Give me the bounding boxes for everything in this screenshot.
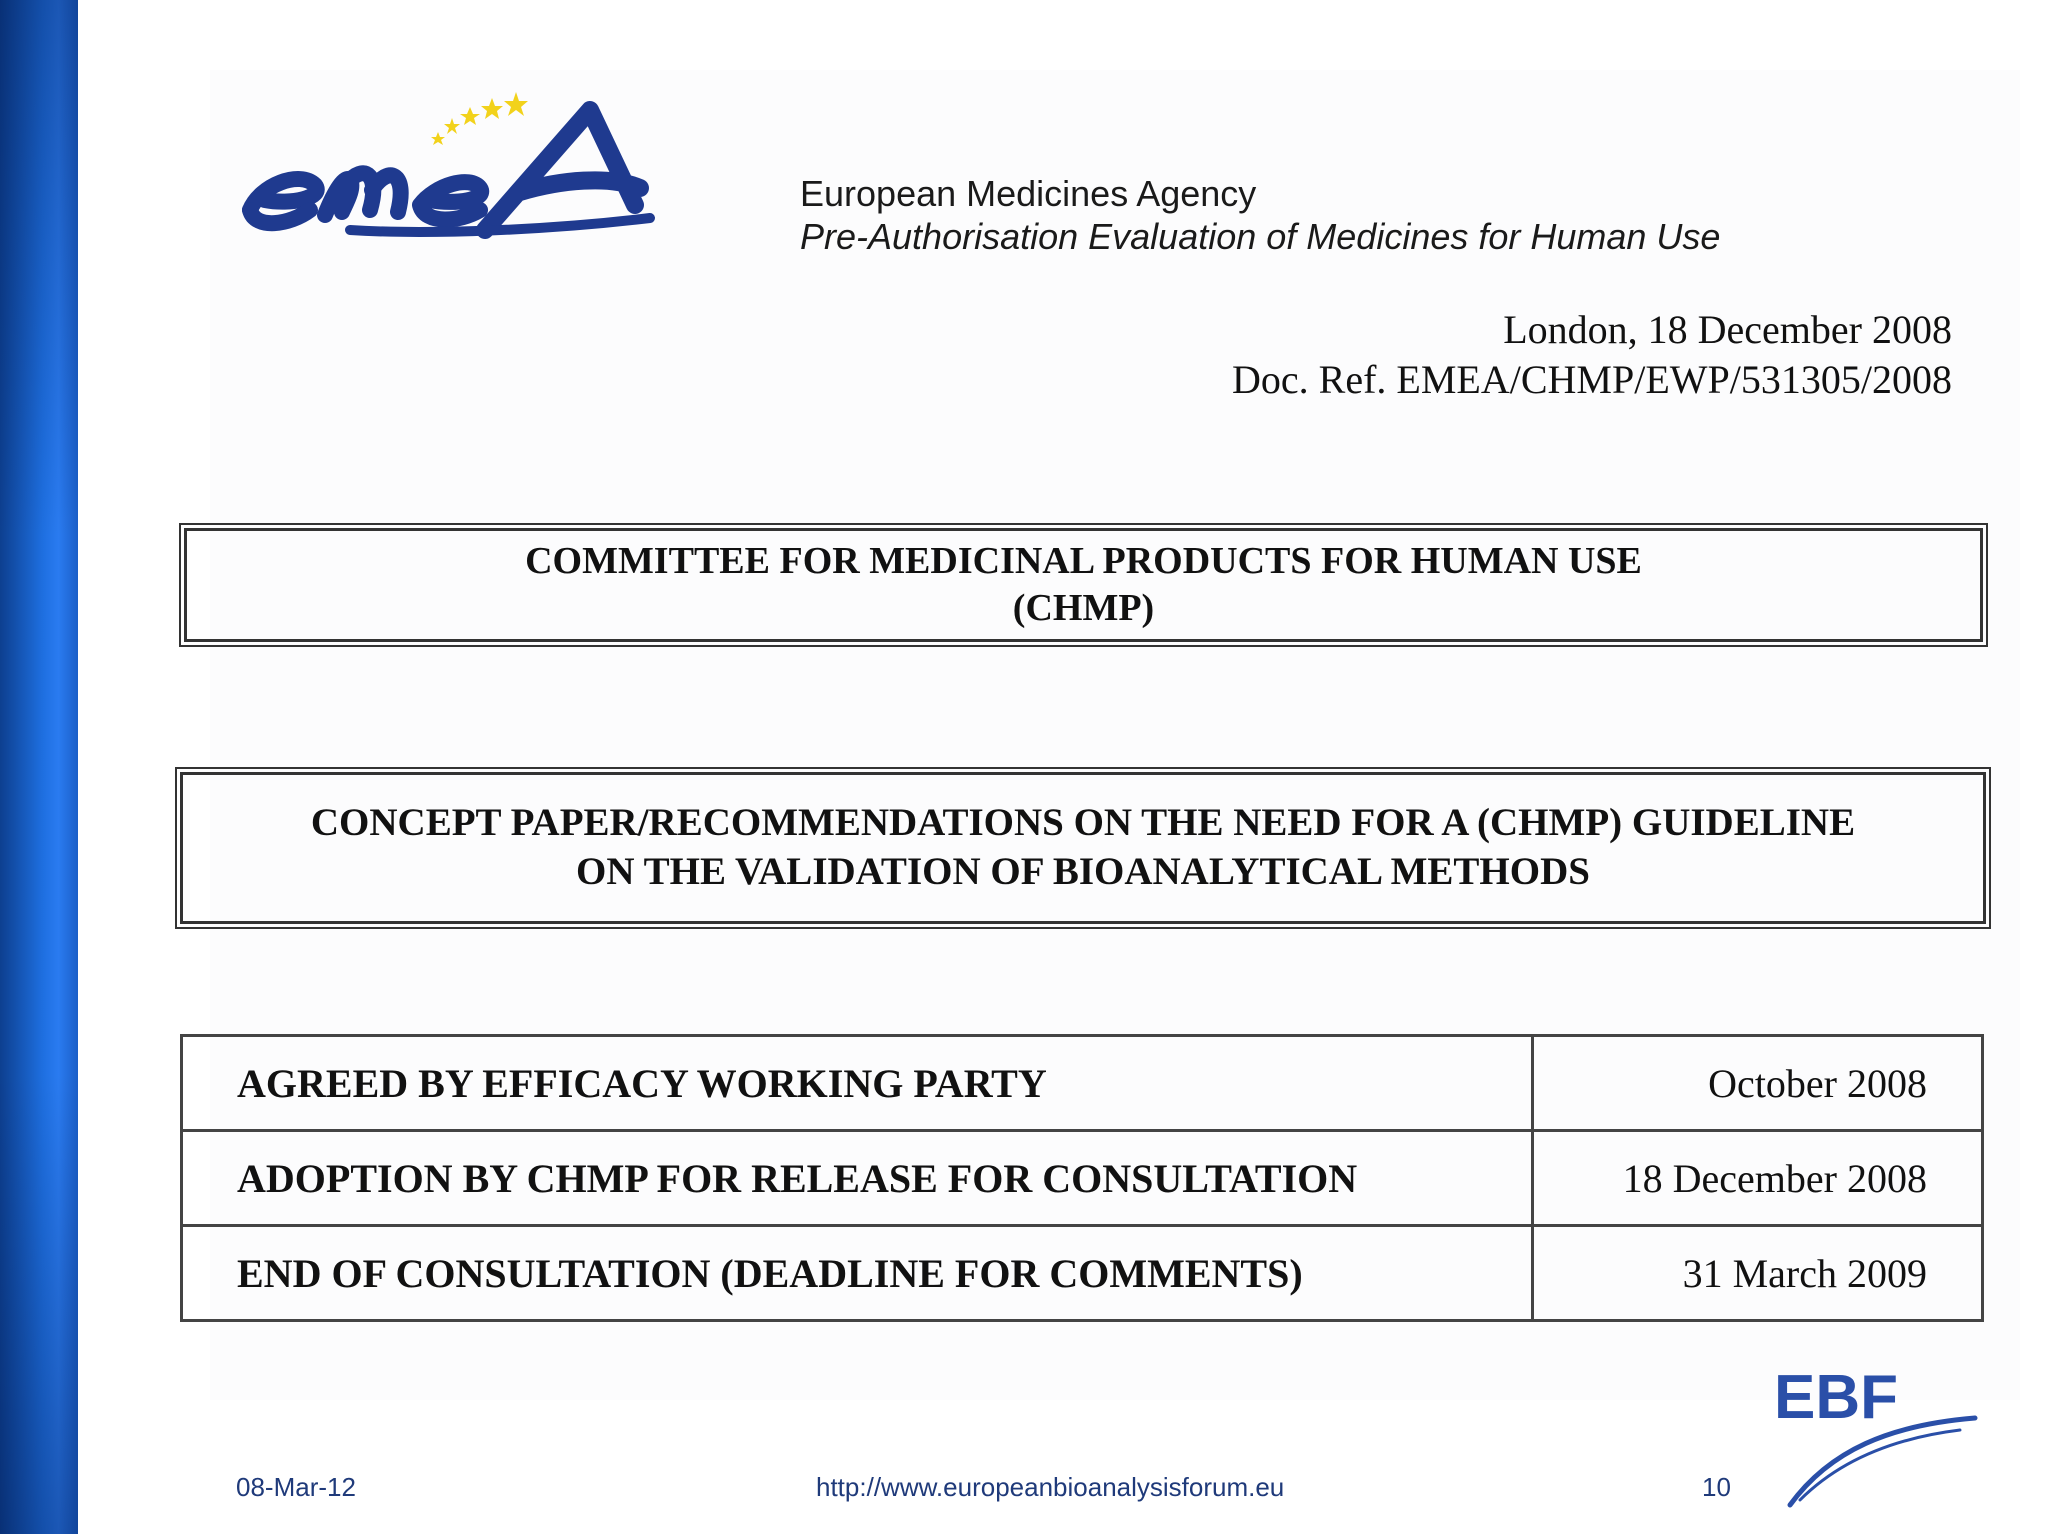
document-meta xyxy=(1232,305,1952,405)
title-line-2: ON THE VALIDATION OF BIOANALYTICAL METHODS xyxy=(576,850,1590,893)
schedule-label: AGREED BY EFFICACY WORKING PARTY xyxy=(182,1036,1533,1131)
committee-line-1: COMMITTEE FOR MEDICINAL PRODUCTS FOR HUMAN USE xyxy=(525,539,1642,582)
star-icon xyxy=(504,92,528,116)
schedule-value: 31 March 2009 xyxy=(1533,1226,1983,1321)
star-icon xyxy=(460,107,480,125)
table-row xyxy=(182,1036,1983,1131)
title-box xyxy=(180,772,1986,924)
table-row xyxy=(182,1226,1983,1321)
schedule-label: END OF CONSULTATION (DEADLINE FOR COMMENTS) xyxy=(182,1226,1533,1321)
star-icon xyxy=(481,98,503,119)
footer-date: 08-Mar-12 xyxy=(236,1472,356,1502)
agency-name: European Medicines Agency xyxy=(800,173,1257,214)
star-icon xyxy=(431,132,445,145)
schedule-table xyxy=(180,1034,1984,1322)
ebf-logo xyxy=(1760,1360,1980,1510)
ebf-logo-text: EBF xyxy=(1774,1363,1898,1432)
emea-logo xyxy=(230,80,770,250)
committee-line-2: (CHMP) xyxy=(1012,587,1155,629)
title-line-1: CONCEPT PAPER/RECOMMENDATIONS ON THE NEED FOR A (CHMP) GUIDELINE xyxy=(310,801,1856,845)
slide-side-bar xyxy=(0,0,78,1534)
doc-reference: Doc. Ref. EMEA/CHMP/EWP/531305/2008 xyxy=(1232,357,1952,402)
ebf-swoosh xyxy=(1800,1430,1960,1500)
schedule-value: 18 December 2008 xyxy=(1533,1131,1983,1226)
schedule-value: October 2008 xyxy=(1533,1036,1983,1131)
star-icon xyxy=(444,118,460,134)
agency-header xyxy=(800,172,1720,258)
committee-box xyxy=(184,528,1983,642)
agency-subtitle: Pre-Authorisation Evaluation of Medicines for Human Use xyxy=(800,216,1721,258)
emea-stars xyxy=(431,92,528,145)
footer-page-number: 10 xyxy=(1702,1472,1731,1502)
place-date: London, 18 December 2008 xyxy=(1503,307,1952,352)
table-row xyxy=(182,1131,1983,1226)
footer-url[interactable]: http://www.europeanbioanalysisforum.eu xyxy=(816,1472,1285,1502)
schedule-label: ADOPTION BY CHMP FOR RELEASE FOR CONSULTATION xyxy=(182,1131,1533,1226)
